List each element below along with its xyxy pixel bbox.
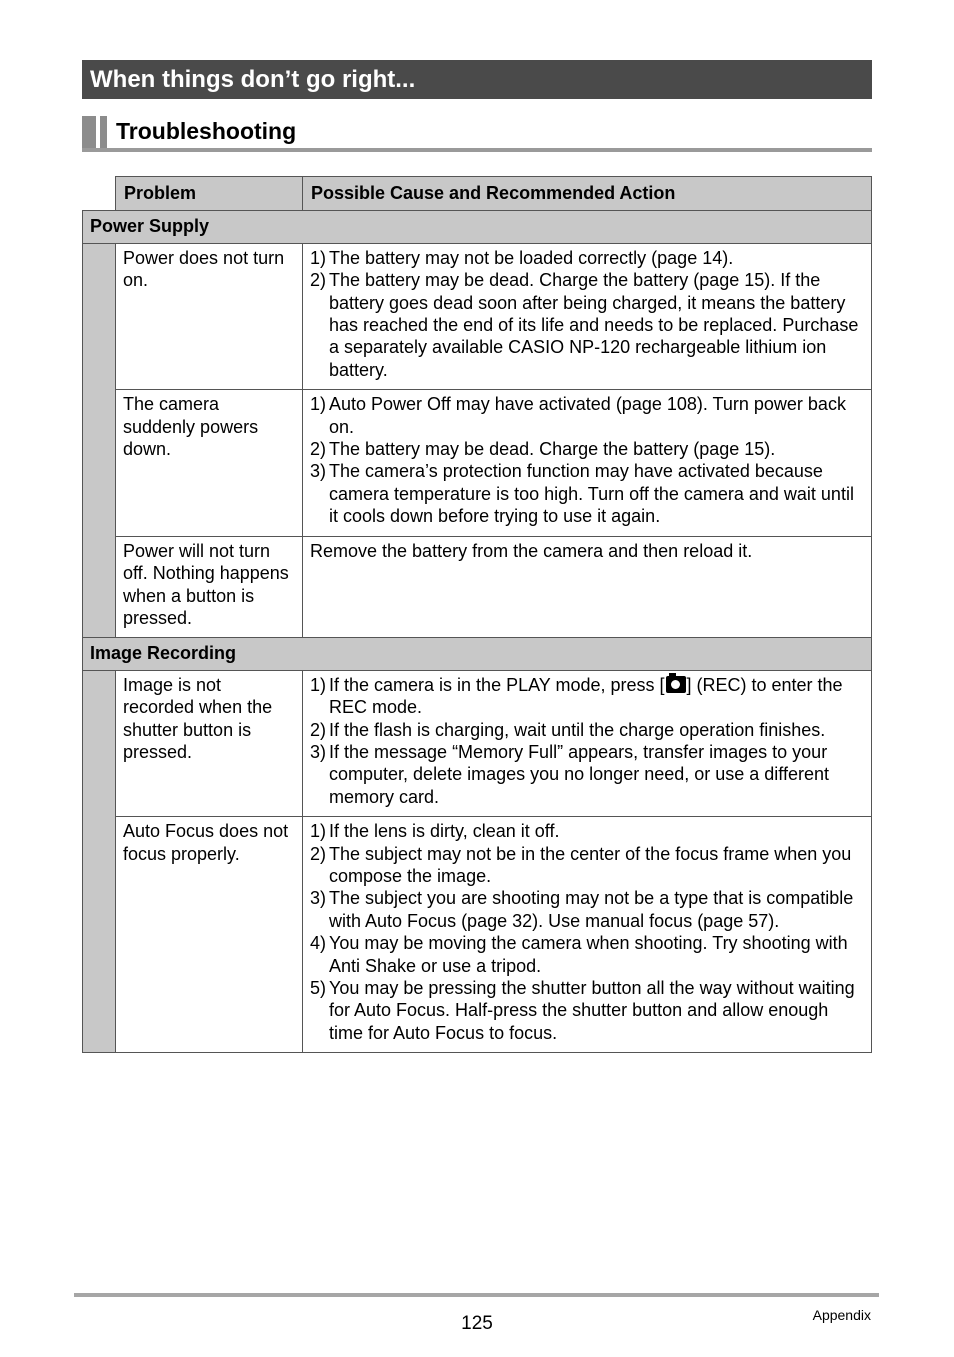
header-action: Possible Cause and Recommended Action [303,177,872,211]
list-item [310,719,861,741]
action-cell [303,670,872,816]
section-marker [100,116,107,148]
category-label: Image Recording [83,638,872,670]
table-row [83,817,872,1053]
problem-cell: Power will not turn off. Nothing happens when a button is pressed. [116,536,303,638]
list-item [310,269,861,381]
category-label: Power Supply [83,211,872,243]
action-cell [303,817,872,1053]
item-number: 1) [310,394,327,415]
item-number: 3) [310,461,327,482]
category-side-band [83,243,116,638]
item-number: 1) [310,821,327,842]
list-item [310,741,861,808]
item-number: 2) [310,270,327,291]
item-text: The subject you are shooting may not be a type that is compatible with Auto Focus (page 32). Use manual focus (page 57). [329,888,854,931]
action-list [310,393,861,527]
item-number: 2) [310,439,327,460]
item-text: The battery may be dead. Charge the battery (page 15). If the battery goes dead soon after being charged, it means the battery has reached the end of its life and needs to be replaced. Purchase a separately available CASIO NP-120 rechargeable lithium ion battery. [329,270,859,380]
problem-cell: Auto Focus does not focus properly. [116,817,303,1053]
action-cell [303,390,872,536]
chapter-title: When things don’t go right... [82,60,872,99]
item-text: The battery may be dead. Charge the battery (page 15). [329,439,776,460]
footer-section-label: Appendix [812,1307,871,1323]
item-number: 5) [310,978,327,998]
list-item [310,460,861,527]
camera-icon [666,676,686,693]
item-number: 1) [310,247,327,268]
item-number: 3) [310,888,327,909]
section-header [82,114,872,152]
category-row [83,211,872,243]
table-body [83,211,872,1053]
list-item [310,932,861,977]
item-number: 3) [310,741,327,762]
list-item [310,843,861,888]
section-marker [82,116,96,148]
list-item [310,247,861,269]
category-side-band [83,670,116,1053]
item-number: 2) [310,843,327,864]
problem-cell: Power does not turn on. [116,243,303,389]
item-text: ] (REC) to enter the REC mode. [329,674,843,718]
item-number: 1) [310,674,327,695]
table-row [83,243,872,389]
item-text: The subject may not be in the center of the focus frame when you compose the image. [329,843,852,886]
item-number: 4) [310,933,327,954]
list-item [310,887,861,932]
item-text: If the message “Memory Full” appears, transfer images to your computer, delete images you no longer need, or use a different memory card. [329,741,829,807]
header-spacer [83,177,116,211]
list-item [310,393,861,438]
page-number: 125 [461,1313,493,1334]
item-text: You may be pressing the shutter button all the way without waiting for Auto Focus. Half-press the shutter button and allow enough time for Auto Focus to focus. [329,978,855,1043]
header-problem: Problem [116,177,303,211]
section-title: Troubleshooting [116,118,297,144]
action-cell [303,243,872,389]
item-number: 2) [310,719,327,740]
item-text: If the camera is in the PLAY mode, press [ [329,674,665,695]
action-list [310,247,861,381]
troubleshooting-table [82,176,872,1053]
problem-cell: The camera suddenly powers down. [116,390,303,536]
problem-cell: Image is not recorded when the shutter button is pressed. [116,670,303,816]
table-row [83,670,872,816]
footer-divider [74,1293,879,1297]
item-text: You may be moving the camera when shooting. Try shooting with Anti Shake or use a tripod. [329,933,848,976]
table-row [83,536,872,638]
action-list [310,820,861,1044]
action-text: Remove the battery from the camera and then reload it. [310,540,753,561]
item-text: The battery may not be loaded correctly (page 14). [329,247,734,268]
action-cell [303,536,872,638]
category-row [83,638,872,670]
list-item [310,438,861,460]
item-text: The camera’s protection function may have activated because camera temperature is too high. Turn off the camera and wait until it cools down before trying to use it again. [329,461,854,527]
list-item [310,820,861,842]
list-item [310,977,861,1044]
list-item [310,674,861,719]
table-row [83,390,872,536]
table-header-row [83,177,872,211]
item-text: Auto Power Off may have activated (page 108). Turn power back on. [329,394,846,437]
item-text: If the lens is dirty, clean it off. [329,821,560,842]
action-list [310,674,861,808]
item-text: If the flash is charging, wait until the charge operation finishes. [329,719,826,740]
